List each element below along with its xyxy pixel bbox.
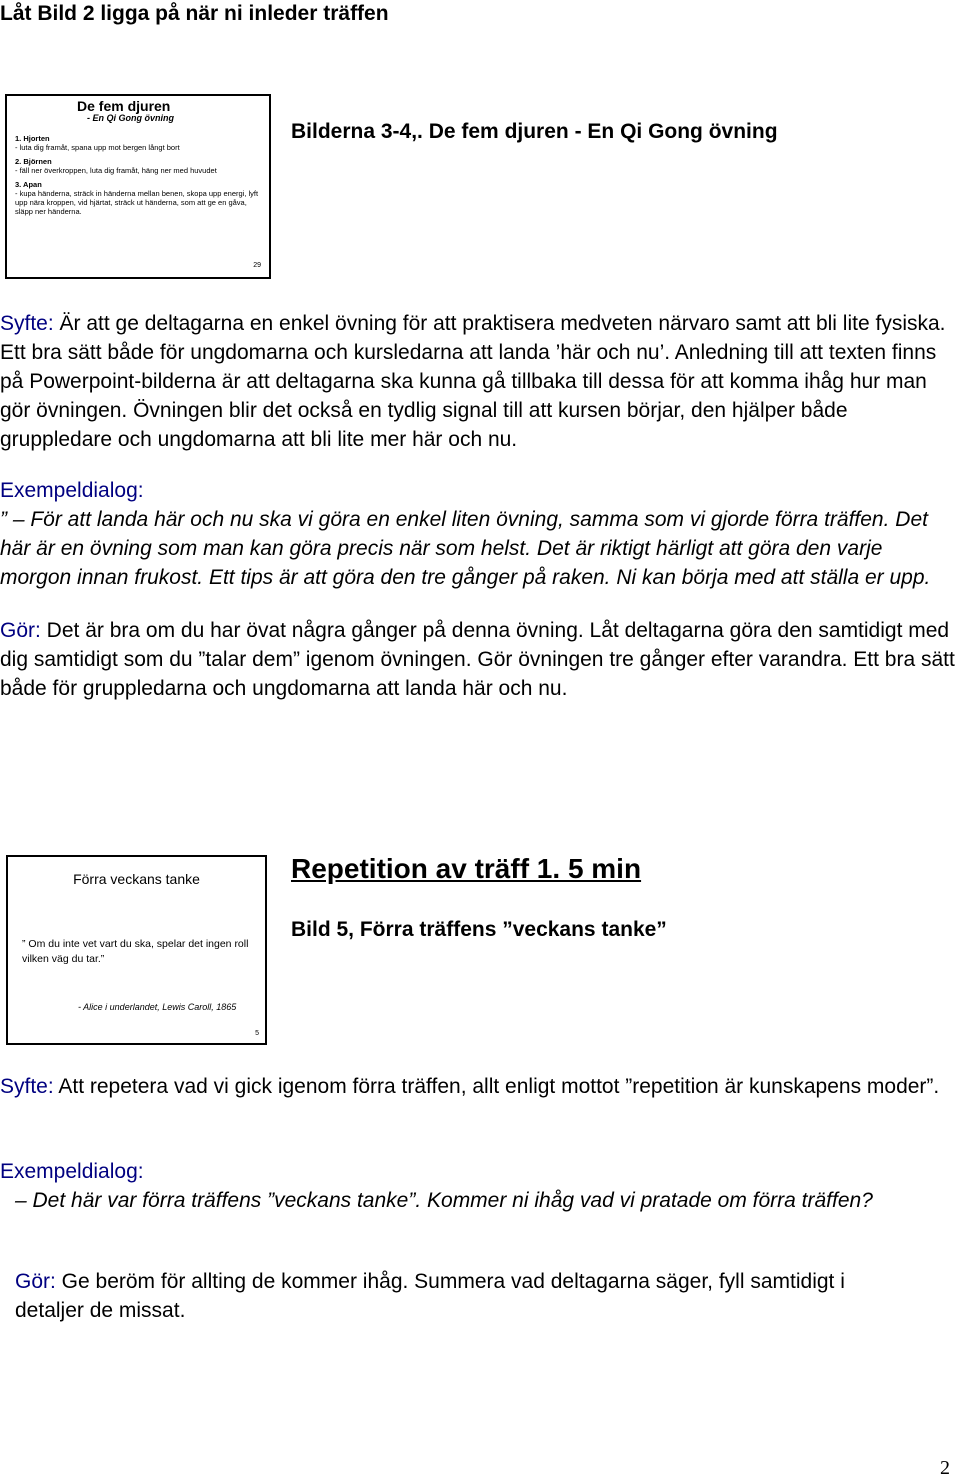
gor-label: Gör: — [15, 1270, 56, 1293]
gor-text: Det är bra om du har övat några gånger på denna övning. Låt deltagarna göra den samtidigt med dig samtidigt som du ”talar dem” igenom övningen. Gör övningen tre gånger efter varandra. Ett bra sätt både för gruppledarna och ungdomarna att landa här och nu. — [0, 619, 955, 700]
exempeldialog-text: ” – För att landa här och nu ska vi göra en enkel liten övning, samma som vi gjorde förra träffen. Det här är en övning som man kan göra precis när som helst. Det är riktigt härligt att göra den varje morgon innan frukost. Ett tips är att göra den tre gånger på raken. Ni kan börja med att ställa er upp. — [0, 508, 931, 589]
slide-quote: ” Om du inte vet vart du ska, spelar det ingen roll vilken väg du tar.” — [22, 938, 249, 965]
slide-thumbnail-forra-veckans-tanke — [6, 855, 267, 1045]
slide-item-heading: 3. Apan — [15, 180, 42, 189]
exempeldialog-text-2: – Det här var förra träffens ”veckans tanke”. Kommer ni ihåg vad vi pratade om förra träffen? — [15, 1189, 873, 1212]
slide-title: Förra veckans tanke — [73, 871, 200, 887]
slide-item-heading: 2. Björnen — [15, 157, 52, 166]
exempeldialog-label: Exempeldialog: — [0, 479, 144, 502]
gor-label: Gör: — [0, 619, 41, 642]
slide-number: 5 — [255, 1030, 259, 1037]
slide-thumbnail-de-fem-djuren — [5, 94, 271, 279]
gor-text: Ge beröm för allting de kommer ihåg. Summera vad deltagarna säger, fyll samtidigt i detaljer de missat. — [15, 1270, 845, 1322]
slide-caption: Bilderna 3-4,. De fem djuren - En Qi Gong övning — [291, 120, 778, 143]
slide-attribution: - Alice i underlandet, Lewis Caroll, 1865 — [78, 1002, 237, 1012]
gor-paragraph-2 — [15, 1267, 915, 1325]
slide-body — [15, 134, 265, 216]
section-de-fem-djuren — [0, 309, 958, 703]
section-heading-repetition: Repetition av träff 1. 5 min — [291, 853, 642, 884]
syfte-paragraph-2 — [0, 1072, 958, 1101]
page-number: 2 — [940, 1457, 950, 1479]
syfte-text: Att repetera vad vi gick igenom förra träffen, allt enligt mottot ”repetition är kunskapens moder”. — [53, 1075, 940, 1098]
slide-item-text: - luta dig framåt, spana upp mot bergen långt bort — [15, 143, 180, 152]
syfte-paragraph — [0, 309, 958, 454]
syfte-label: Syfte: — [0, 1075, 54, 1098]
exempeldialog-label-2: Exempeldialog: — [0, 1160, 144, 1183]
syfte-label: Syfte: — [0, 312, 54, 335]
slide-item-text: - fäll ner överkroppen, luta dig framåt, häng ner med huvudet — [15, 166, 217, 175]
slide-item-heading: 1. Hjorten — [15, 134, 50, 143]
slide-number: 29 — [253, 262, 261, 269]
slide-subtitle: - En Qi Gong övning — [87, 113, 174, 123]
slide-title: De fem djuren — [77, 98, 171, 114]
page-header: Låt Bild 2 ligga på när ni inleder träffen — [0, 2, 389, 25]
slide-item-text: - kupa händerna, sträck in händerna mellan benen, skopa upp energi, lyft upp nära kroppen, vid hjärtat, sträck ut händerna, som att ge en gåva, släpp ner händerna. — [15, 189, 259, 216]
syfte-text: Är att ge deltagarna en enkel övning för att praktisera medveten närvaro samt att bli lite fysiska. Ett bra sätt både för ungdomarna och kursledarna att landa ’här och nu’. Anledning till att texten finns på Powerpoint-bilderna är att deltagarna ska kunna gå tillbaka till dessa för att komma ihåg hur man gör övningen. Övningen blir det också en tydlig signal till att kursen börjar, den hjälper både gruppledare och ungdomarna att bli lite mer här och nu. — [0, 312, 946, 451]
gor-paragraph — [0, 616, 958, 703]
section-subheading: Bild 5, Förra träffens ”veckans tanke” — [291, 918, 667, 941]
